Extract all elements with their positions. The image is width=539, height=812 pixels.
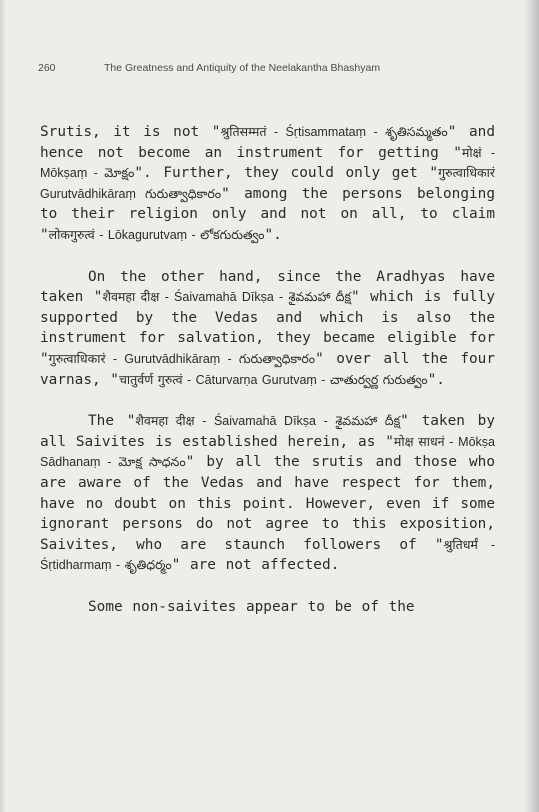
paragraph-4 — [40, 597, 495, 618]
text-run: Some non-saivites appear to be of the — [88, 598, 415, 615]
term-transliteration: मोक्ष साधनं - Mōkṣa Sādhanaṃ - మోక్ష సాధనం — [40, 434, 495, 470]
text-run: Srutis, it is not " — [40, 124, 221, 140]
term-transliteration: चातुर्वर्ण गुरुत्वं - Cāturvarṇa Gurutvaṃ - చాతుర్వర్ణ గురుత్వం — [118, 372, 428, 387]
text-run: " which is fully supported by the Vedas and which is also the instrument for salvation, they became eligible for " — [40, 289, 496, 367]
term-transliteration: मोक्षं - Mōkṣaṃ - మోక్షం — [40, 145, 495, 181]
page-body — [40, 122, 495, 638]
page-number: 260 — [38, 62, 56, 74]
term-transliteration: शैवमहा दीक्ष - Śaivamahā Dīkṣa - శైవమహా దీక్ష — [135, 414, 401, 429]
text-run: " are not affected. — [171, 557, 340, 574]
term-transliteration: श्रुतिसम्मतं - Śṛtisammataṃ - శృతిసమ్మతం — [220, 125, 448, 139]
running-header — [38, 62, 509, 74]
text-run: " by all the srutis and those who are aware of the Vedas and have respect for them, have no doubt on this point. However, even if some ignorant persons do not agree to this exposition, Saivites, who are staunch followers of " — [40, 454, 495, 553]
term-transliteration: गुरुत्वाधिकारं Gurutvādhikāraṃ గురుత్వాధికారం — [40, 166, 495, 201]
page-left-edge — [0, 0, 6, 812]
term-transliteration: लोकगुरुत्वं - Lōkagurutvaṃ - లోకగురుత్వం — [48, 227, 265, 242]
text-run: " taken by all Saivites is established herein, as " — [40, 413, 495, 450]
text-run: The " — [88, 413, 136, 430]
text-run: " among the persons belonging to their religion only and not on all, to claim " — [40, 185, 495, 243]
term-transliteration: श्रुतिधर्मं - Śṛtidharmaṃ - శృతిధర్మం — [40, 537, 495, 573]
text-run: ". — [264, 226, 282, 243]
page-right-edge — [525, 0, 539, 812]
term-transliteration: शैवमहा दीक्ष - Śaivamahā Dīkṣa - శైవమహా దీక్ష — [102, 290, 352, 305]
text-run: " and hence not become an instrument for getting " — [40, 124, 495, 161]
text-run: " over all the four varnas, " — [40, 350, 495, 388]
paragraph-1 — [40, 122, 495, 246]
running-title: The Greatness and Antiquity of the Neelakantha Bhashyam — [104, 62, 381, 74]
text-run: ". — [427, 371, 445, 388]
paragraph-2 — [40, 267, 495, 391]
term-transliteration: गुरुत्वाधिकारं - Gurutvādhikāraṃ - గురుత్వాధికారం — [48, 351, 316, 366]
text-run: On the other hand, since the Aradhyas have taken " — [40, 268, 495, 306]
paragraph-3 — [40, 411, 495, 576]
text-run: ". Further, they could only get " — [134, 165, 439, 182]
